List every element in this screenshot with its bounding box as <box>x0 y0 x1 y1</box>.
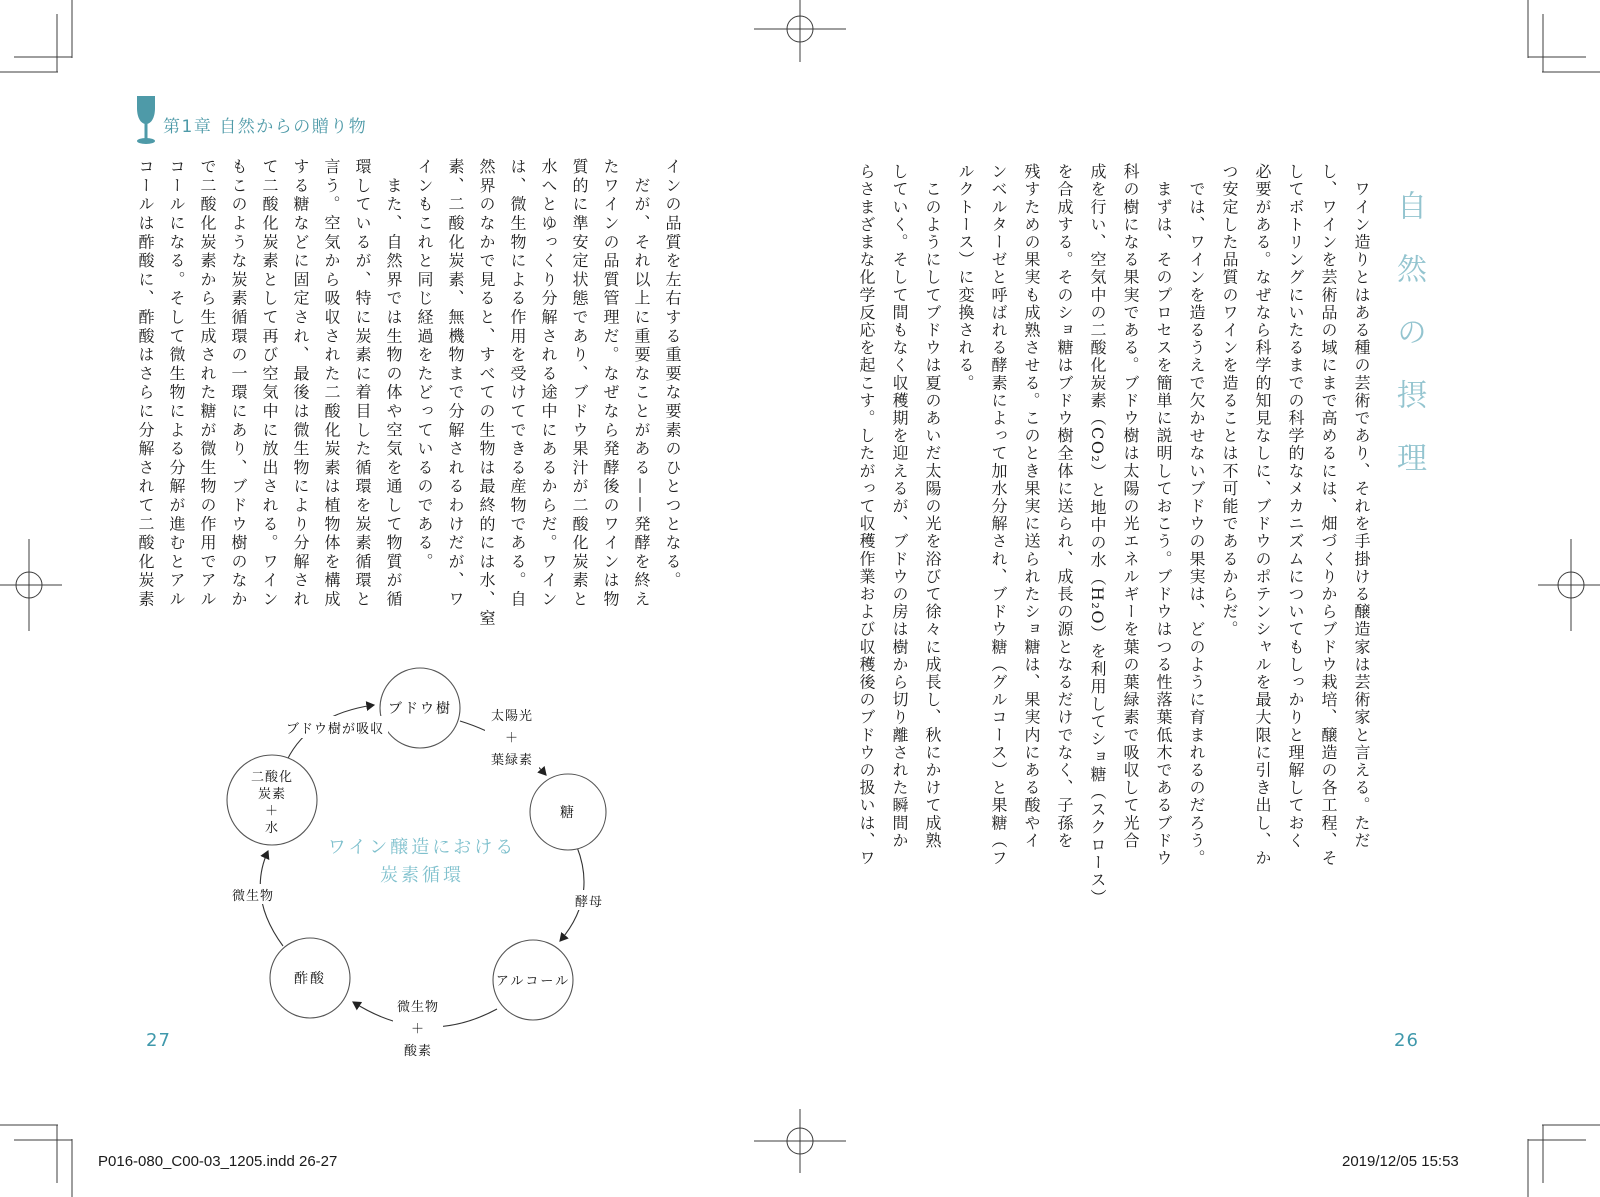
text-column: 水へとゆっくり分解される途中にあるからだ。ワイン <box>539 158 558 610</box>
node-acetic-label: 酢酸 <box>294 971 326 987</box>
text-column: 成を行い、空気中の二酸化炭素（CO₂）と地中の水（H₂O）を利用してショ糖（スクロース） <box>1088 163 1107 907</box>
registration-mark-right <box>1538 539 1600 631</box>
text-column: まずは、そのプロセスを簡単に説明しておこう。ブドウはつる性落葉低木であるブドウ <box>1154 163 1173 867</box>
page-title: 自然の摂理 <box>1391 190 1426 505</box>
document-filename: P016-080_C00-03_1205.indd 26-27 <box>98 1153 338 1170</box>
svg-text:＋: ＋ <box>264 804 280 819</box>
text-column: ワイン造りとはある種の芸術であり、それを手掛ける醸造家は芸術家と言える。ただ <box>1352 163 1371 850</box>
document-timestamp: 2019/12/05 15:53 <box>1342 1153 1459 1170</box>
text-column: では、ワインを造るうえで欠かせないブドウの果実は、どのように育まれるのだろう。 <box>1187 163 1206 867</box>
page-number-27: 27 <box>146 1030 171 1051</box>
wine-glass-icon <box>134 95 158 147</box>
registration-mark-bottom <box>754 1109 846 1173</box>
svg-text:炭素循環: 炭素循環 <box>380 865 464 886</box>
text-column: インの品質を左右する重要な要素のひとつとなる。 <box>663 158 682 591</box>
registration-mark-top <box>754 0 846 62</box>
svg-text:ワイン醸造における: ワイン醸造における <box>327 837 517 858</box>
svg-text:太陽光: 太陽光 <box>490 709 534 724</box>
text-column: で二酸化炭素から生成された糖が微生物の作用でアル <box>198 158 217 610</box>
text-column: 言う。空気から吸収された二酸化炭素は植物体を構成 <box>322 158 341 610</box>
svg-text:微生物: 微生物 <box>396 1000 440 1015</box>
text-column: し、ワインを芸術品の域にまで高めるには、畑づくりからブドウ栽培、醸造の各工程、そ <box>1319 163 1338 867</box>
text-column: コールは酢酸に、酢酸はさらに分解されて二酸化炭素 <box>136 158 155 610</box>
registration-mark-left <box>0 539 62 631</box>
text-column: ルクトース）に変換される。 <box>956 163 975 392</box>
text-column: 素、二酸化炭素、無機物まで分解されるわけだが、ワ <box>446 158 465 610</box>
text-column: 然界のなかで見ると、すべての生物は最終的には水、窒 <box>477 158 496 628</box>
svg-text:＋: ＋ <box>410 1022 426 1037</box>
node-alcohol-label: アルコール <box>495 974 571 989</box>
svg-text:葉緑素: 葉緑素 <box>490 753 534 768</box>
svg-text:酸素: 酸素 <box>403 1044 433 1059</box>
edge-label-yeast: 酵母 <box>574 895 604 910</box>
text-column: 環しているが、特に炭素に着目した循環を炭素循環と <box>353 158 372 610</box>
svg-text:＋: ＋ <box>504 731 520 746</box>
crop-mark-top-left <box>0 0 72 72</box>
crop-mark-top-right <box>1528 0 1600 72</box>
node-sugar-label: 糖 <box>560 805 576 821</box>
carbon-cycle-diagram <box>200 630 650 1075</box>
text-column: たワインの品質管理だ。なぜなら発酵後のワインは物 <box>601 158 620 610</box>
text-column: て二酸化炭素として再び空気中に放出される。ワイン <box>260 158 279 610</box>
crop-mark-bottom-right <box>1528 1125 1600 1197</box>
page-number-26: 26 <box>1394 1030 1419 1051</box>
page26-text-block <box>850 163 1378 907</box>
text-column: コールになる。そして微生物による分解が進むとアル <box>167 158 186 610</box>
text-column: インもこれと同じ経過をたどっているのである。 <box>415 158 434 572</box>
crop-mark-bottom-left <box>0 1125 72 1197</box>
text-column: を合成する。そのショ糖はブドウ樹全体に送られ、成長の源となるだけでなく、子孫を <box>1055 163 1074 850</box>
page27-text-block <box>130 158 688 628</box>
text-column: してボトリングにいたるまでの科学的なメカニズムについてもしっかりと理解しておく <box>1286 163 1305 850</box>
text-column: また、自然界では生物の体や空気を通して物質が循 <box>384 158 403 610</box>
text-column: つ安定した品質のワインを造ることは不可能であるからだ。 <box>1220 163 1239 639</box>
svg-text:炭素: 炭素 <box>257 787 287 802</box>
text-column: らさまざまな化学反応を起こす。したがって収穫作業および収穫後のブドウの扱いは、ワ <box>857 163 876 867</box>
chapter-header: 第1章 自然からの贈り物 <box>163 117 368 137</box>
text-column: する糖などに固定され、最後は微生物により分解され <box>291 158 310 610</box>
text-column: だが、それ以上に重要なことがある——発酵を終え <box>632 158 651 610</box>
text-column: ンベルターゼと呼ばれる酵素によって加水分解され、ブドウ糖（グルコース）と果糖（フ <box>989 163 1008 867</box>
node-vine-label: ブドウ樹 <box>388 701 452 717</box>
text-column: していく。そして間もなく収穫期を迎えるが、ブドウの房は樹から切り離された瞬間か <box>890 163 909 850</box>
text-column: このようにしてブドウは夏のあいだ太陽の光を浴びて徐々に成長し、秋にかけて成熟 <box>923 163 942 850</box>
text-column: もこのような炭素循環の一環にあり、ブドウ樹のなか <box>229 158 248 610</box>
edge-label-microbe: 微生物 <box>231 889 275 904</box>
text-column: 残すための果実も成熟させる。このとき果実に送られたショ糖は、果実内にある酸やイ <box>1022 163 1041 850</box>
svg-text:水: 水 <box>264 821 280 836</box>
text-column: 質的に準安定状態であり、ブドウ果汁が二酸化炭素と <box>570 158 589 610</box>
diagram-title <box>328 837 516 886</box>
text-column: 必要がある。なぜなら科学的知見なしに、ブドウのポテンシャルを最大限に引き出し、か <box>1253 163 1272 867</box>
text-column: は、微生物による作用を受けてできる産物である。自 <box>508 158 527 610</box>
svg-text:二酸化: 二酸化 <box>250 770 294 785</box>
edge-label-absorb: ブドウ樹が吸収 <box>285 722 385 737</box>
text-column: 科の樹になる果実である。ブドウ樹は太陽の光エネルギーを葉の葉緑素で吸収して光合 <box>1121 163 1140 850</box>
